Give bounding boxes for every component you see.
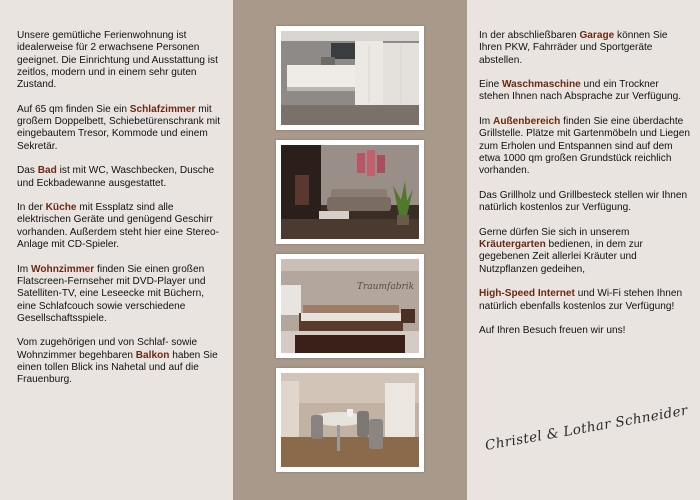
outdoor-paragraph: Im Außenbereich finden Sie eine überdachte Grillstelle. Plätze mit Gartenmöbeln und Liegen zum Erholen und Entspannen sind auf dem etwa 1000 qm großen Grundstück reichlich vorhanden.: [479, 116, 690, 177]
closing-paragraph: Auf Ihren Besuch freuen wir uns!: [479, 325, 626, 337]
kitchen-paragraph: In der Küche mit Essplatz sind alle elektrischen Geräte und genügend Geschirr vorhanden. Außerdem steht hier eine Stereo-Anlage mit CD-Spieler.: [17, 202, 219, 251]
laundry-paragraph: Eine Waschmaschine und ein Trockner stehen Ihnen nach Absprache zur Verfügung.: [479, 79, 682, 103]
bedroom-paragraph: Auf 65 qm finden Sie ein Schlafzimmer mit großem Doppelbett, Schiebetürenschrank mit eingebautem Tresor, Kommode und einem Sekretär.: [17, 103, 221, 152]
signature-text: Christel & Lothar Schneider: [483, 402, 690, 454]
internet-paragraph: High-Speed Internet und Wi-Fi stehen Ihnen natürlich ebenfalls kostenlos zur Verfügung!: [479, 288, 683, 312]
grill-paragraph: Das Grillholz und Grillbesteck stellen wir Ihnen natürlich kostenlos zur Verfügung.: [479, 189, 688, 214]
dining-area-photo: [276, 368, 424, 472]
living-room-photo: [276, 140, 424, 244]
wall-lettering: Traumfabrik: [357, 282, 415, 292]
bedroom-photo: [276, 254, 424, 358]
herb-garden-paragraph: Gerne dürfen Sie sich in unserem Kräutergarten bedienen, in dem zur gegebenen Zeit allerlei Kräuter und Nutzpflanzen gedeihen,: [479, 226, 643, 275]
living-room-paragraph: Im Wohnzimmer finden Sie einen großen Flatscreen-Fernseher mit DVD-Player und Satelliten-TV, eine Leseecke mit Büchern, eine Schlafcouch sowie verschiedene Gesellschaftsspiele.: [17, 263, 206, 324]
intro-paragraph: Unsere gemütliche Ferienwohnung ist idealerweise für 2 erwachsene Personen geeignet. Die Einrichtung und Ausstattung ist zeitlos, modern und in einem sehr guten Zustand.: [17, 30, 218, 91]
signature: [482, 398, 692, 458]
garage-paragraph: In der abschließbaren Garage können Sie Ihren PKW, Fahrräder und Sportgeräte abstellen.: [479, 30, 668, 66]
kitchen-photo: [276, 26, 424, 130]
balcony-paragraph: Vom zugehörigen und von Schlaf- sowie Wohnzimmer begehbaren Balkon haben Sie einen tollen Blick ins Nahetal und auf die Frauenburg.: [17, 337, 218, 386]
left-text-column: [0, 0, 233, 500]
bathroom-paragraph: Das Bad ist mit WC, Waschbecken, Dusche und Eckbadewanne ausgestattet.: [17, 165, 215, 189]
photo-band: [233, 0, 467, 500]
